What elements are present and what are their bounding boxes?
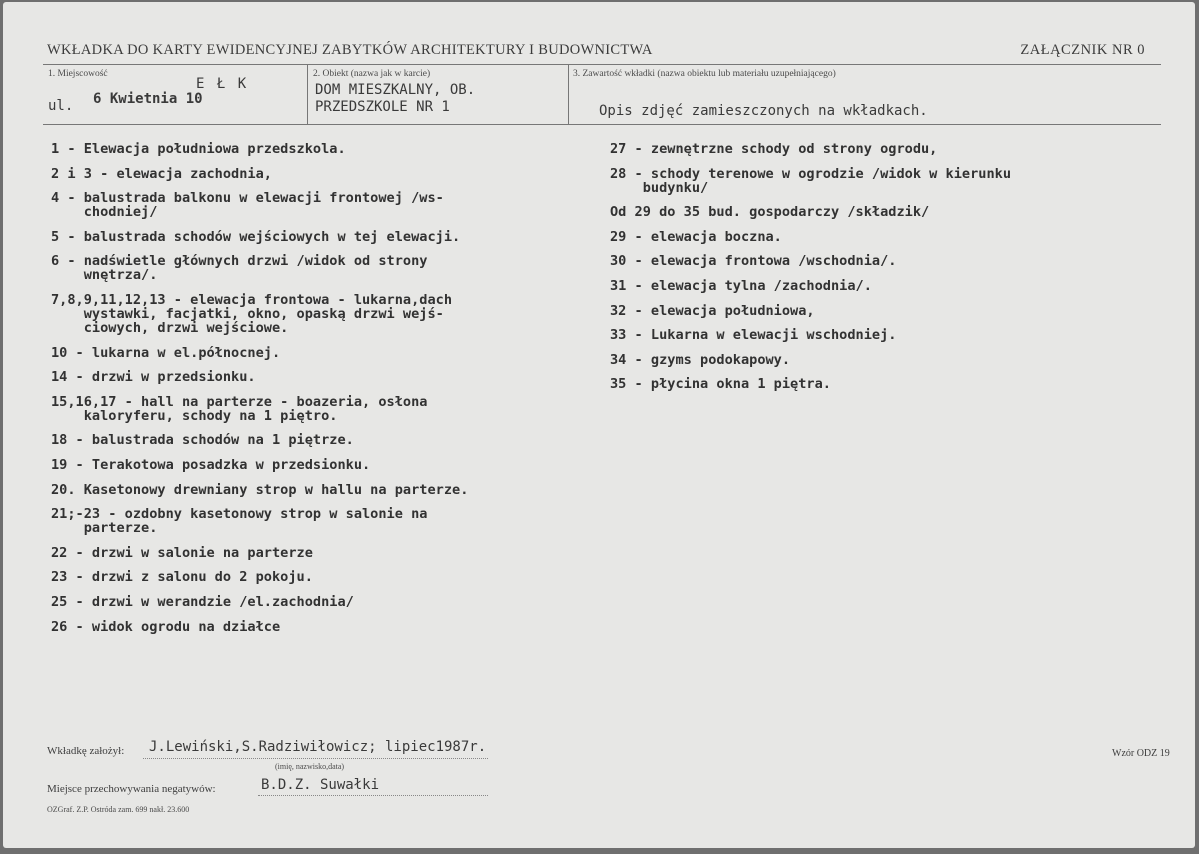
- form-title: WKŁADKA DO KARTY EWIDENCYJNEJ ZABYTKÓW ARCHITEKTURY I BUDOWNICTWA: [47, 42, 653, 58]
- object-line-1: DOM MIESZKALNY, OB.: [315, 82, 476, 98]
- prepared-underline: [143, 758, 488, 759]
- list-item: 33 - Lukarna w elewacji wschodniej.: [610, 327, 897, 344]
- column-divider-2: [568, 64, 569, 124]
- list-item: 26 - widok ogrodu na działce: [51, 618, 281, 635]
- storage-underline: [258, 795, 488, 796]
- list-item: 31 - elewacja tylna /zachodnia/.: [610, 277, 872, 294]
- list-item: 25 - drzwi w werandzie /el.zachodnia/: [51, 593, 354, 610]
- list-item: 32 - elewacja południowa,: [610, 302, 815, 319]
- list-item: 10 - lukarna w el.północnej.: [51, 344, 281, 361]
- list-item: 28 - schody terenowe w ogrodzie /widok w kierunku budynku/: [610, 165, 1012, 196]
- column-divider-1: [307, 64, 308, 124]
- content-label: 3. Zawartość wkładki (nazwa obiektu lub materiału uzupełniającego): [573, 69, 836, 79]
- storage-label: Miejsce przechowywania negatywów:: [47, 783, 216, 795]
- list-item: 7,8,9,11,12,13 - elewacja frontowa - lukarna,dach wystawki, facjatki, okno, opaską drzwi wejś- ciowych, drzwi wejściowe.: [51, 291, 453, 336]
- list-item: 15,16,17 - hall na parterze - boazeria, osłona kaloryferu, schody na 1 piętro.: [51, 393, 428, 424]
- record-card: [3, 2, 1195, 848]
- list-item: 30 - elewacja frontowa /wschodnia/.: [610, 253, 897, 270]
- list-item: 20. Kasetonowy drewniany strop w hallu na parterze.: [51, 481, 469, 498]
- list-item: 6 - nadświetle głównych drzwi /widok od strony wnętrza/.: [51, 253, 428, 284]
- object-line-2: PRZEDSZKOLE NR 1: [315, 99, 450, 115]
- location-label: 1. Miejscowość: [48, 69, 108, 79]
- list-item: 22 - drzwi w salonie na parterze: [51, 544, 313, 561]
- header-rule-bottom: [43, 124, 1161, 125]
- list-item: Od 29 do 35 bud. gospodarczy /składzik/: [610, 204, 930, 221]
- list-item: 1 - Elewacja południowa przedszkola.: [51, 141, 346, 157]
- street-value: 6 Kwietnia 10: [93, 91, 203, 107]
- list-item: 35 - płycina okna 1 piętra.: [610, 376, 831, 393]
- list-item: 29 - elewacja boczna.: [610, 228, 782, 245]
- prepared-label: Wkładkę założył:: [47, 745, 125, 757]
- object-label: 2. Obiekt (nazwa jak w karcie): [313, 69, 431, 79]
- form-code: Wzór ODZ 19: [1112, 748, 1170, 759]
- street-prefix: ul.: [48, 98, 74, 114]
- header-rule-top: [43, 64, 1161, 65]
- content-value: Opis zdjęć zamieszczonych na wkładkach.: [599, 103, 928, 119]
- print-info: OZGraf. Z.P. Ostróda zam. 699 nakł. 23.600: [47, 805, 190, 814]
- list-item: 14 - drzwi w przedsionku.: [51, 369, 256, 386]
- list-item: 5 - balustrada schodów wejściowych w tej elewacji.: [51, 228, 461, 245]
- location-value: E Ł K: [196, 76, 249, 92]
- list-item: 27 - zewnętrzne schody od strony ogrodu,: [610, 141, 938, 157]
- list-item: 23 - drzwi z salonu do 2 pokoju.: [51, 569, 313, 586]
- storage-value: B.D.Z. Suwałki: [261, 777, 380, 793]
- list-item: 34 - gzyms podokapowy.: [610, 351, 791, 368]
- prepared-hint: (imię, nazwisko,data): [275, 762, 345, 771]
- list-item: 19 - Terakotowa posadzka w przedsionku.: [51, 456, 371, 473]
- prepared-value: J.Lewiński,S.Radziwiłowicz; lipiec1987r.: [149, 739, 487, 755]
- photo-list-left: [51, 142, 611, 644]
- list-item: 21;-23 - ozdobny kasetonowy strop w salonie na parterze.: [51, 506, 428, 537]
- annex-number: ZAŁĄCZNIK NR 0: [1020, 42, 1145, 58]
- list-item: 18 - balustrada schodów na 1 piętrze.: [51, 432, 354, 449]
- list-item: 4 - balustrada balkonu w elewacji frontowej /ws- chodniej/: [51, 190, 444, 221]
- list-item: 2 i 3 - elewacja zachodnia,: [51, 165, 272, 182]
- photo-list-right: [610, 142, 1170, 402]
